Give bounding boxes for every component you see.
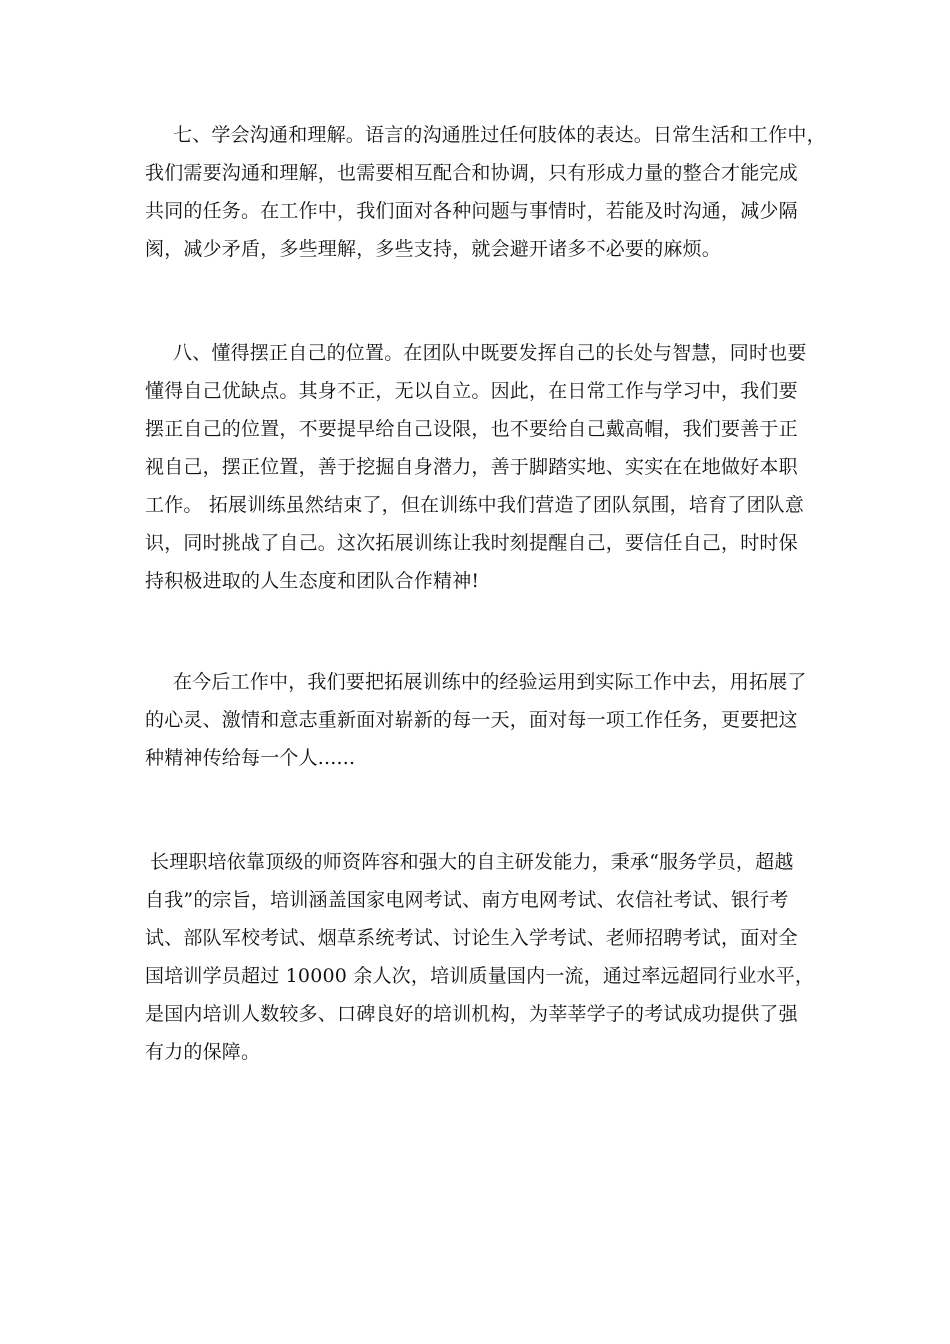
paragraph-4-line-5: 是国内培训人数较多、口碑良好的培训机构，为莘莘学子的考试成功提供了强	[145, 1003, 798, 1025]
paragraph-4-line-1: 长理职培依靠顶级的师资阵容和强大的自主研发能力，秉承“服务学员，超越	[150, 851, 794, 873]
paragraph-4-line-2: 自我”的宗旨，培训涵盖国家电网考试、南方电网考试、农信社考试、银行考	[145, 889, 789, 911]
paragraph-2-line-6: 识，同时挑战了自己。这次拓展训练让我时刻提醒自己，要信任自己，时时保	[145, 532, 798, 554]
paragraph-1-line-3: 共同的任务。在工作中，我们面对各种问题与事情时，若能及时沟通，减少隔	[145, 200, 798, 222]
paragraph-4-line-3: 试、部队军校考试、烟草系统考试、讨论生入学考试、老师招聘考试，面对全	[145, 927, 798, 949]
paragraph-3-line-2: 的心灵、激情和意志重新面对崭新的每一天，面对每一项工作任务，更要把这	[145, 709, 798, 731]
paragraph-4-line-6: 有力的保障。	[145, 1041, 261, 1063]
paragraph-2-line-3: 摆正自己的位置，不要提早给自己设限，也不要给自己戴高帽，我们要善于正	[145, 418, 798, 440]
paragraph-3-line-3: 种精神传给每一个人......	[145, 747, 356, 769]
paragraph-2-line-1: 八、懂得摆正自己的位置。在团队中既要发挥自己的长处与智慧，同时也要	[173, 342, 807, 364]
paragraph-2-line-7: 持积极进取的人生态度和团队合作精神!	[145, 570, 480, 592]
paragraph-1-line-2: 我们需要沟通和理解，也需要相互配合和协调，只有形成力量的整合才能完成	[145, 162, 798, 184]
paragraph-2-line-5: 工作。 拓展训练虽然结束了，但在训练中我们营造了团队氛围，培育了团队意	[145, 494, 805, 516]
paragraph-3-line-1: 在今后工作中，我们要把拓展训练中的经验运用到实际工作中去，用拓展了	[173, 671, 807, 693]
paragraph-1-line-1: 七、学会沟通和理解。语言的沟通胜过任何肢体的表达。日常生活和工作中，	[173, 124, 826, 146]
paragraph-4-line-4: 国培训学员超过 10000 余人次，培训质量国内一流，通过率远超同行业水平，	[145, 965, 815, 987]
paragraph-1-line-4: 阂，减少矛盾，多些理解，多些支持，就会避开诸多不必要的麻烦。	[145, 238, 722, 260]
paragraph-2-line-2: 懂得自己优缺点。其身不正，无以自立。因此，在日常工作与学习中，我们要	[145, 380, 798, 402]
paragraph-2-line-4: 视自己，摆正位置，善于挖掘自身潜力，善于脚踏实地、实实在在地做好本职	[145, 456, 798, 478]
